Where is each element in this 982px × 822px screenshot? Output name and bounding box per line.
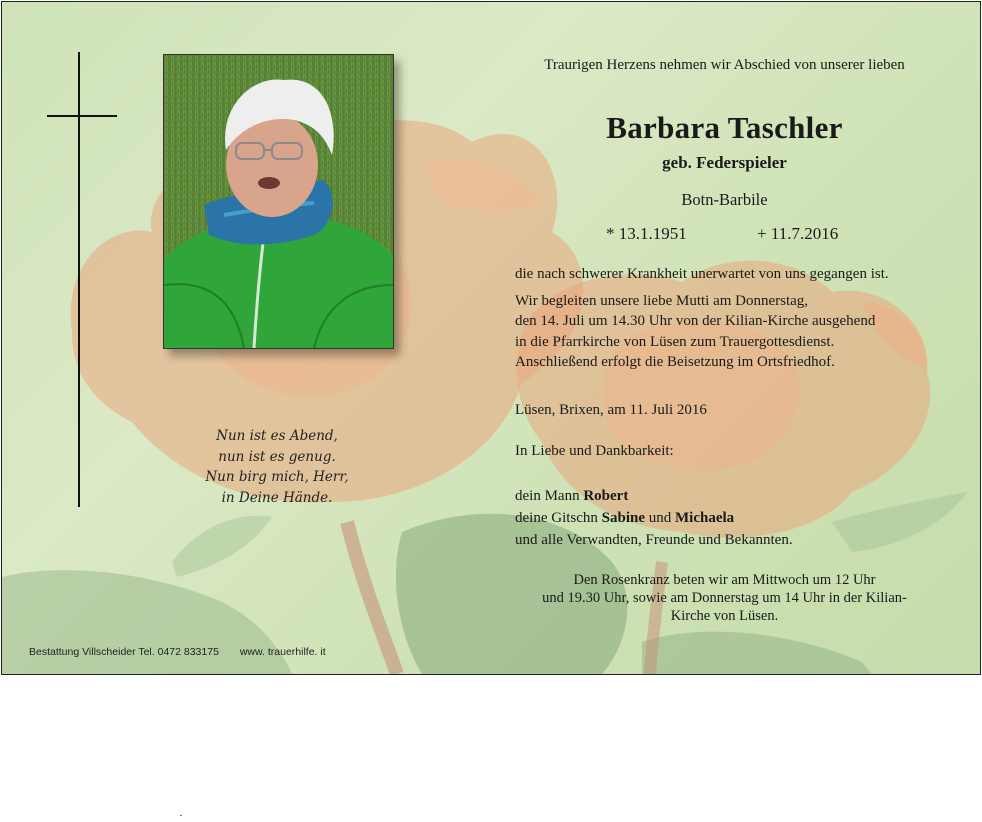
- mourner-husband: dein Mann Robert: [515, 488, 629, 504]
- poem-line: nun ist es genug.: [218, 448, 336, 465]
- announcement-text: [515, 264, 955, 373]
- announcement-line: die nach schwerer Krankheit unerwartet von uns gegangen ist.: [515, 266, 889, 282]
- intro-line: Traurigen Herzens nehmen wir Abschied von unserer lieben: [544, 57, 905, 73]
- maiden-name: geb. Federspieler: [662, 153, 787, 172]
- husband-name: Robert: [583, 488, 629, 504]
- mourner-relatives: und alle Verwandten, Freunde und Bekannten.: [515, 532, 793, 548]
- daughter-name: Michaela: [675, 510, 735, 526]
- birth-date: * 13.1.1951: [606, 224, 687, 243]
- obituary-card: [1, 1, 981, 675]
- announcement-line: in die Pfarrkirche von Lüsen zum Trauergottesdienst.: [515, 333, 835, 350]
- portrait-photo: [163, 54, 394, 349]
- rosary-line: Den Rosenkranz beten wir am Mittwoch um 12 Uhr: [573, 572, 876, 588]
- rosary-line: Kirche von Lüsen.: [670, 608, 779, 624]
- poem: [172, 426, 382, 508]
- announcement-line: den 14. Juli um 14.30 Uhr von der Kilian-Kirche ausgehend: [515, 313, 876, 329]
- poem-line: in Deine Hände.: [221, 489, 333, 506]
- daughter-name: Sabine: [601, 510, 646, 526]
- place-date: Lüsen, Brixen, am 11. Juli 2016: [515, 402, 707, 418]
- cross-horizontal-bar: [47, 115, 117, 117]
- announcement-line: Anschließend erfolgt die Beisetzung im Ortsfriedhof.: [515, 354, 835, 370]
- nickname: Botn-Barbile: [681, 190, 768, 209]
- cross-vertical-bar: [78, 52, 80, 507]
- poem-line: Nun ist es Abend,: [216, 428, 338, 444]
- website-link[interactable]: www. trauerhilfe. it: [239, 646, 326, 658]
- stray-dot: [180, 815, 182, 816]
- deceased-name: Barbara Taschler: [606, 110, 843, 145]
- mourners-list: [515, 485, 793, 551]
- poem-line: Nun birg mich, Herr,: [205, 469, 349, 485]
- announcement-line: Wir begleiten unsere liebe Mutti am Donnerstag,: [515, 292, 809, 309]
- mourner-daughters: deine Gitschn Sabine und Michaela: [515, 510, 735, 526]
- footer: [29, 646, 326, 658]
- love-line: In Liebe und Dankbarkeit:: [515, 443, 674, 459]
- rosary-line: und 19.30 Uhr, sowie am Donnerstag um 14 Uhr in der Kilian-: [542, 590, 907, 606]
- rosary-notice: [502, 571, 947, 625]
- death-date: + 11.7.2016: [757, 224, 839, 243]
- undertaker-contact: Bestattung Villscheider Tel. 0472 833175: [29, 646, 219, 658]
